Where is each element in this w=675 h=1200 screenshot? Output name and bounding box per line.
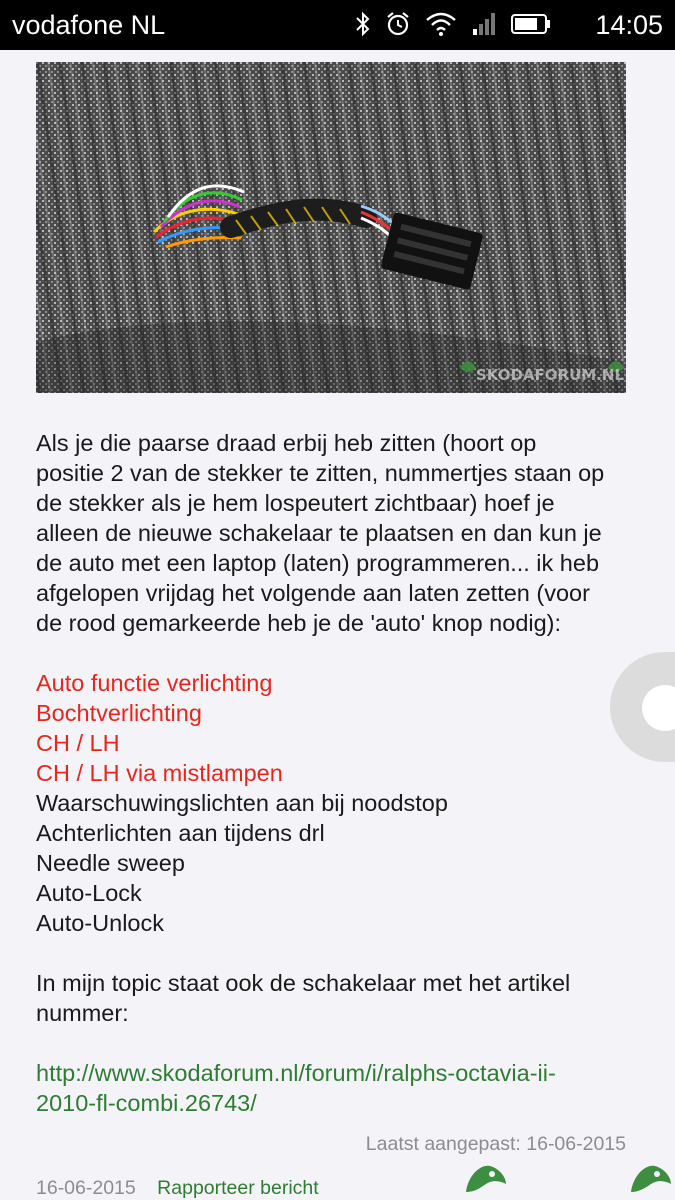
watermark-text: SKODAFORUM.NL (476, 366, 625, 384)
list-item: Auto-Unlock (36, 910, 164, 936)
skoda-logo-icon (627, 1158, 675, 1200)
highlighted-list-item: CH / LH via mistlampen (36, 760, 283, 786)
alarm-icon (385, 11, 411, 37)
highlighted-list-item: Auto functie verlichting (36, 670, 273, 696)
list-item: Needle sweep (36, 850, 185, 876)
paragraph-line: de auto met een laptop (laten) programmeren... ik heb (36, 550, 600, 576)
highlighted-list-item: Bochtverlichting (36, 700, 202, 726)
battery-icon (511, 12, 551, 36)
signal-icon (471, 11, 497, 37)
paragraph-line: afgelopen vrijdag het volgende aan laten zetten (voor (36, 580, 590, 606)
paragraph-line: alleen de nieuwe schakelaar te plaatsen en dan kun je (36, 520, 602, 546)
post-body (36, 428, 636, 1118)
paragraph-line: positie 2 van de stekker te zitten, nummertjes staan op (36, 460, 605, 486)
topic-link[interactable] (36, 1060, 556, 1116)
scroll-handle-knob (642, 685, 675, 731)
report-post-link[interactable]: Rapporteer bericht (157, 1177, 319, 1199)
paragraph-line: de rood gemarkeerde heb je de 'auto' knop nodig): (36, 610, 562, 636)
paragraph-line: de stekker als je hem lospeutert zichtbaar) hoef je (36, 490, 555, 516)
last-edited: Laatst aangepast: 16-06-2015 (365, 1133, 626, 1155)
list-item: Achterlichten aan tijdens drl (36, 820, 325, 846)
topic-text-line: In mijn topic staat ook de schakelaar met het artikel (36, 970, 571, 996)
status-icons (355, 11, 551, 37)
paragraph-line: Als je die paarse draad erbij heb zitten (hoort op (36, 430, 537, 456)
wifi-icon (425, 11, 457, 37)
list-item: Auto-Lock (36, 880, 142, 906)
post-image[interactable] (36, 62, 626, 393)
clock: 14:05 (595, 10, 663, 40)
status-bar (0, 0, 675, 50)
post-date[interactable]: 16-06-2015 (36, 1177, 136, 1199)
highlighted-list-item: CH / LH (36, 730, 120, 756)
list-item: Waarschuwingslichten aan bij noodstop (36, 790, 448, 816)
bluetooth-icon (355, 11, 371, 37)
topic-text-line: nummer: (36, 1000, 129, 1026)
carrier-name: vodafone NL (12, 10, 166, 40)
topic-link-line: 2010-fl-combi.26743/ (36, 1090, 257, 1116)
skoda-logo-icon (462, 1158, 510, 1200)
topic-link-line: http://www.skodaforum.nl/forum/i/ralphs-octavia-ii- (36, 1060, 556, 1086)
post-footer (36, 1177, 319, 1200)
